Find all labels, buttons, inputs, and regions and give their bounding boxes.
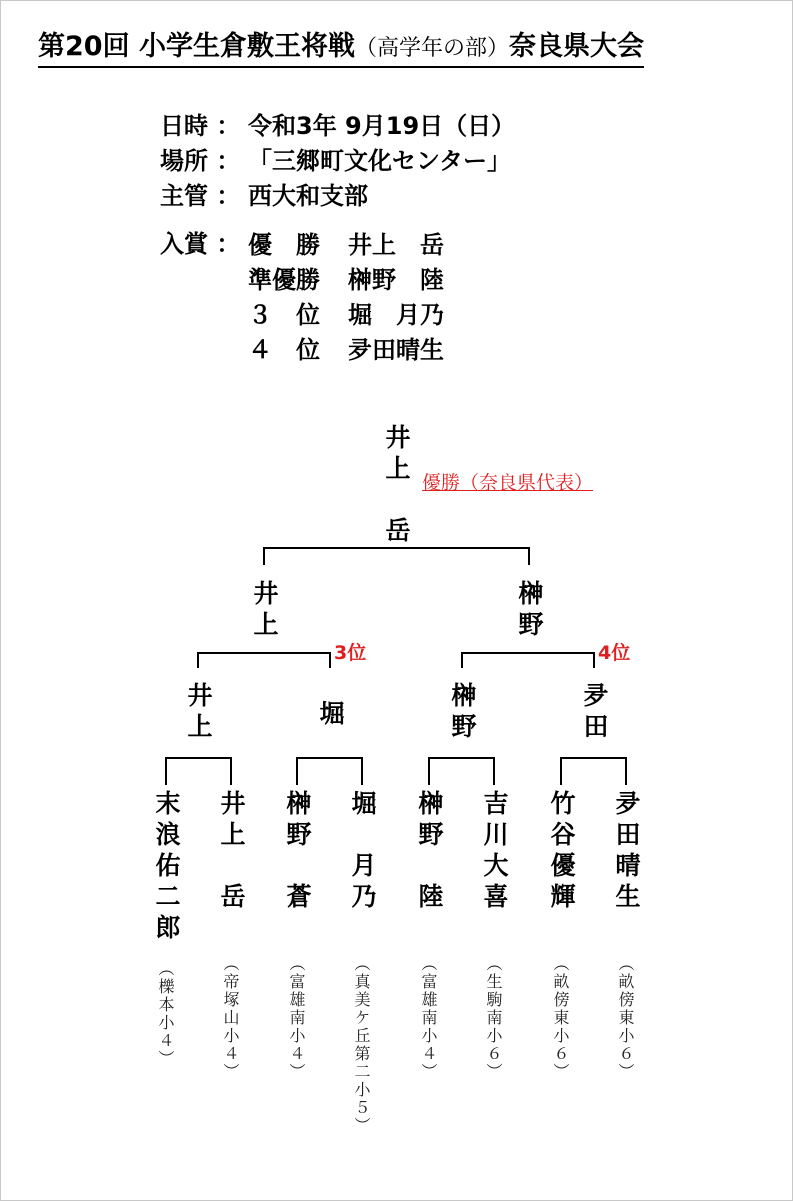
player-school: （畝傍東小６） xyxy=(551,955,570,1081)
semi-left-bracket-line xyxy=(198,653,330,668)
prize-rank: 準優勝 xyxy=(248,266,320,294)
player-name: 榊野 陸 xyxy=(415,790,444,914)
semi-right-bracket-line xyxy=(462,653,594,668)
player-school: （富雄南小４） xyxy=(287,955,306,1081)
player-school: （富雄南小４） xyxy=(419,955,438,1081)
semi-name-1: 井上 xyxy=(184,682,213,744)
host-label: 主管 ： xyxy=(160,182,241,210)
player-name: 吉川大喜 xyxy=(480,790,509,914)
player-school: （生駒南小６） xyxy=(484,955,503,1081)
final-left-name: 井上 xyxy=(250,580,279,642)
r1-bracket-line-1 xyxy=(166,758,231,785)
prize-rank: ４ 位 xyxy=(248,336,320,364)
player-name: 井上 岳 xyxy=(217,790,246,914)
date-label: 日時 ： xyxy=(160,112,241,140)
semi-name-4: 夛田 xyxy=(580,682,609,744)
r1-bracket-line-3 xyxy=(429,758,494,785)
prize-label: 入賞 ： xyxy=(160,230,241,258)
final-right-name: 榊野 xyxy=(515,580,544,642)
player-school: （畝傍東小６） xyxy=(616,955,635,1081)
place-label: 場所 ： xyxy=(160,147,241,175)
prize-rank: 優 勝 xyxy=(248,231,320,259)
date-value: 令和3年 9月19日（日） xyxy=(248,112,516,140)
semi-name-2: 堀 xyxy=(316,700,345,731)
player-school: （櫟本小４） xyxy=(156,960,175,1068)
final-bracket-line xyxy=(264,548,529,565)
prize-name: 榊野 陸 xyxy=(348,266,444,294)
place-value: 「三郷町文化センター」 xyxy=(248,147,512,175)
prize-name: 井上 岳 xyxy=(348,231,444,259)
player-name: 末浪佑二郎 xyxy=(152,790,181,945)
player-name: 榊野 蒼 xyxy=(283,790,312,914)
fourth-place-mark: 4位 xyxy=(598,642,631,664)
r1-bracket-line-2 xyxy=(297,758,362,785)
player-name: 竹谷優輝 xyxy=(547,790,576,914)
title-sub: （高学年の部） xyxy=(354,36,509,61)
player-school: （真美ケ丘第二小５） xyxy=(352,955,371,1135)
semi-name-3: 榊野 xyxy=(448,682,477,744)
prize-rank: ３ 位 xyxy=(248,301,320,329)
champion-note: 優勝（奈良県代表） xyxy=(422,472,594,494)
champion-name: 井上 岳 xyxy=(382,424,411,548)
r1-bracket-line-4 xyxy=(561,758,626,785)
player-name: 堀 月乃 xyxy=(348,790,377,914)
third-place-mark: 3位 xyxy=(334,642,367,664)
player-school: （帝塚山小４） xyxy=(221,955,240,1081)
host-value: 西大和支部 xyxy=(248,182,368,210)
prize-name: 夛田晴生 xyxy=(348,336,444,364)
prize-name: 堀 月乃 xyxy=(348,301,444,329)
player-name: 夛田晴生 xyxy=(612,790,641,914)
title-tail: 奈良県大会 xyxy=(509,31,644,62)
title-main: 第20回 小学生倉敷王将戦 xyxy=(38,31,355,62)
